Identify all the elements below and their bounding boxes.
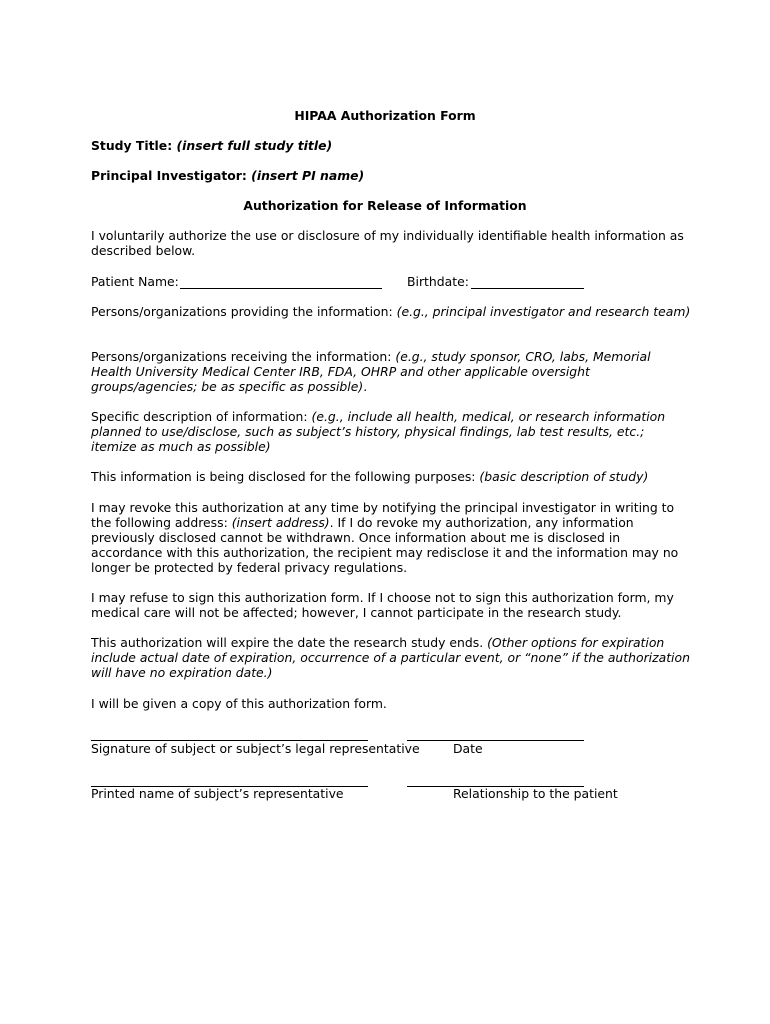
receivers-paragraph [91, 349, 691, 394]
purposes-paragraph [91, 469, 691, 484]
expire-paragraph [91, 635, 691, 680]
printed-name-label: Printed name of subject’s representative [91, 786, 344, 801]
description-paragraph [91, 409, 691, 454]
expire-pre: This authorization will expire the date the research study ends. [91, 635, 488, 650]
birthdate-field[interactable] [471, 288, 584, 289]
signature-label: Signature of subject or subject’s legal representative [91, 741, 420, 756]
revoke-pre: I may revoke this authorization at any time by notifying the principal investigator in writing to the following address: [91, 500, 675, 530]
receivers-hint: (e.g., study sponsor, CRO, labs, Memorial Health University Medical Center IRB, FDA, OHRP and other applicable oversight groups/agencies; be as specific as possible) [91, 349, 651, 394]
intro-paragraph: I voluntarily authorize the use or disclosure of my individually identifiable health information as described below. [91, 228, 684, 258]
purposes-label: This information is being disclosed for the following purposes: [91, 469, 480, 484]
providers-paragraph [91, 304, 691, 319]
patient-name-label: Patient Name: [91, 274, 179, 289]
revoke-hint: (insert address) [231, 515, 330, 530]
patient-name-field[interactable] [180, 288, 382, 289]
revoke-paragraph [91, 500, 691, 575]
study-title-label: Study Title: [91, 138, 173, 153]
description-label: Specific description of information: [91, 409, 312, 424]
birthdate-label: Birthdate: [407, 274, 469, 289]
pi-label: Principal Investigator: [91, 168, 247, 183]
principal-investigator [91, 168, 691, 183]
expire-hint: (Other options for expiration include actual date of expiration, occurrence of a particular event, or “none” if the authorization will have no expiration date.) [91, 635, 690, 680]
copy-paragraph: I will be given a copy of this authorization form. [91, 696, 387, 711]
study-title [91, 138, 691, 153]
purposes-hint: (basic description of study) [479, 469, 649, 484]
study-title-value: (insert full study title) [176, 138, 333, 153]
section-heading: Authorization for Release of Information [243, 198, 527, 213]
providers-label: Persons/organizations providing the information: [91, 304, 397, 319]
description-hint: (e.g., include all health, medical, or research information planned to use/disclose, such as subject’s history, physical findings, lab test results, etc.; itemize as much as possible) [91, 409, 666, 454]
pi-value: (insert PI name) [251, 168, 365, 183]
providers-hint: (e.g., principal investigator and research team) [396, 304, 691, 319]
date-label: Date [453, 741, 483, 756]
refuse-paragraph: I may refuse to sign this authorization form. If I choose not to sign this authorization form, my medical care will not be affected; however, I cannot participate in the research study. [91, 590, 674, 620]
revoke-post: . If I do revoke my authorization, any information previously disclosed cannot be withdrawn. Once information about me is disclosed in accordance with this authorization, the recipient may redisclose it and the information may no longer be protected by federal privacy regulations. [91, 515, 679, 575]
form-title: HIPAA Authorization Form [294, 108, 476, 123]
relationship-label: Relationship to the patient [453, 786, 618, 801]
receivers-label: Persons/organizations receiving the information: [91, 349, 396, 364]
date-line[interactable] [407, 740, 584, 741]
receivers-tail: . [363, 379, 368, 394]
